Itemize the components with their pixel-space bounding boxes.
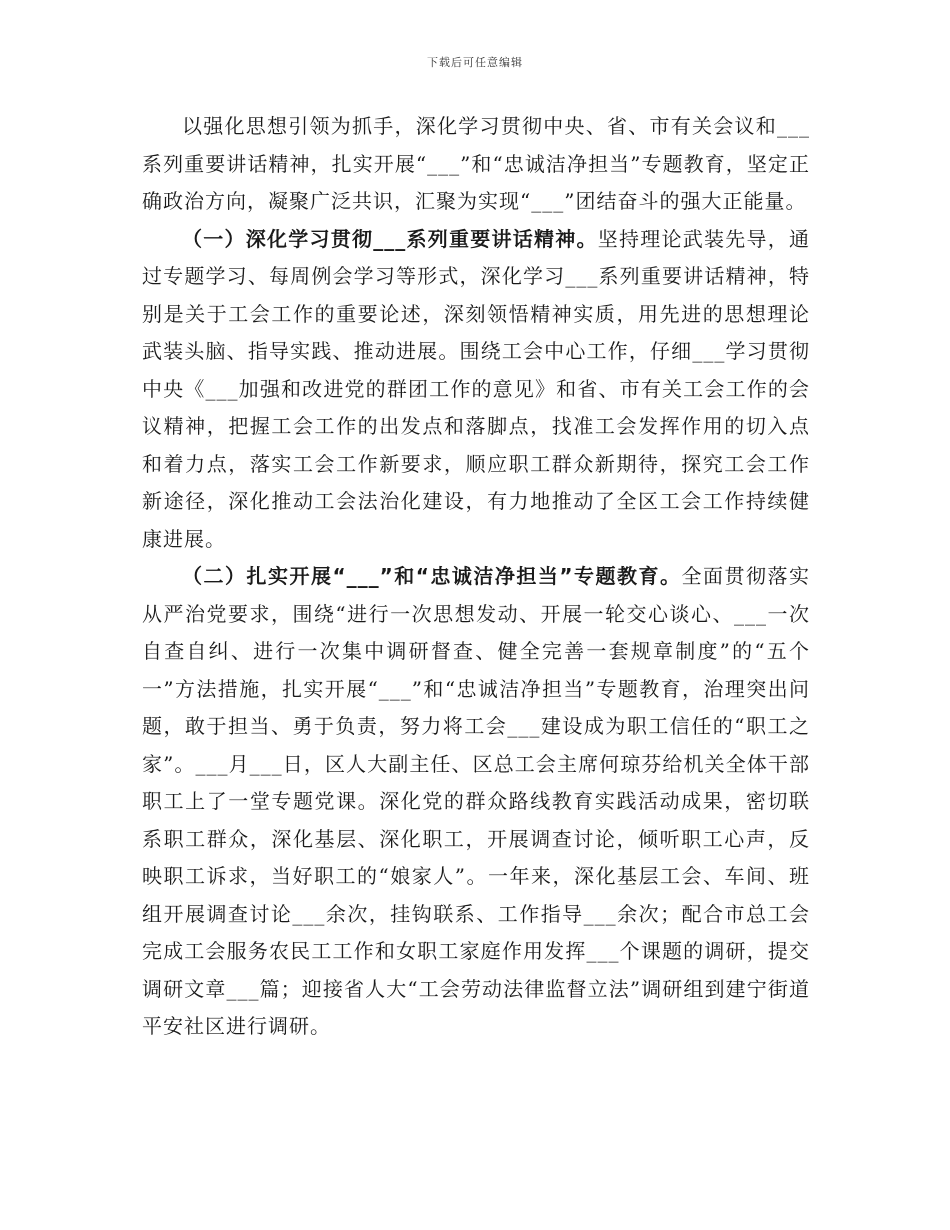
section-two-paragraph [142, 558, 810, 1046]
section-one-text: 坚持理论武装先导，通过专题学习、每周例会学习等形式，深化学习___系列重要讲话精神，特别是关于工会工作的重要论述，深刻领悟精神实质，用先进的思想理论武装头脑、指导实践、推动进展。围绕工会中心工作，仔细___学习贯彻中央《___加强和改进党的群团工作的意见》和省、市有关工会工作的会议精神，把握工会工作的出发点和落脚点，找准工会发挥作用的切入点和着力点，落实工会工作新要求，顺应职工群众新期待，探究工会工作新途径，深化推动工会法治化建设，有力地推动了全区工会工作持续健康进展。 [142, 226, 810, 551]
section-two-text: 全面贯彻落实从严治党要求，围绕“进行一次思想发动、开展一轮交心谈心、___一次自查自纠、进行一次集中调研督查、健全完善一套规章制度”的“五个一”方法措施，扎实开展“___”和“忠诚洁净担当”专题教育，治理突出问题，敢于担当、勇于负责，努力将工会___建设成为职工信任的“职工之家”。___月___日，区人大副主任、区总工会主席何琼芬给机关全体干部职工上了一堂专题党课。深化党的群众路线教育实践活动成果，密切联系职工群众，深化基层、深化职工，开展调查讨论，倾听职工心声，反映职工诉求，当好职工的“娘家人”。一年来，深化基层工会、车间、班组开展调查讨论___余次，挂钩联系、工作指导___余次；配合市总工会完成工会服务农民工工作和女职工家庭作用发挥___个课题的调研，提交调研文章___篇；迎接省人大“工会劳动法律监督立法”调研组到建宁街道平安社区进行调研。 [142, 564, 811, 1038]
intro-paragraph [142, 108, 810, 221]
document-body [142, 108, 810, 1046]
section-one-paragraph [142, 221, 810, 559]
intro-paragraph-text: 以强化思想引领为抓手，深化学习贯彻中央、省、市有关会议和___系列重要讲话精神，扎实开展“___”和“忠诚洁净担当”专题教育，坚定正确政治方向，凝聚广泛共识，汇聚为实现“___”团结奋斗的强大正能量。 [142, 114, 810, 213]
page-header-note: 下载后可任意编辑 [427, 56, 523, 69]
section-two-heading: （二）扎实开展“___”和“忠诚洁净担当”专题教育。 [182, 564, 682, 588]
section-one-heading: （一）深化学习贯彻___系列重要讲话精神。 [182, 226, 598, 251]
